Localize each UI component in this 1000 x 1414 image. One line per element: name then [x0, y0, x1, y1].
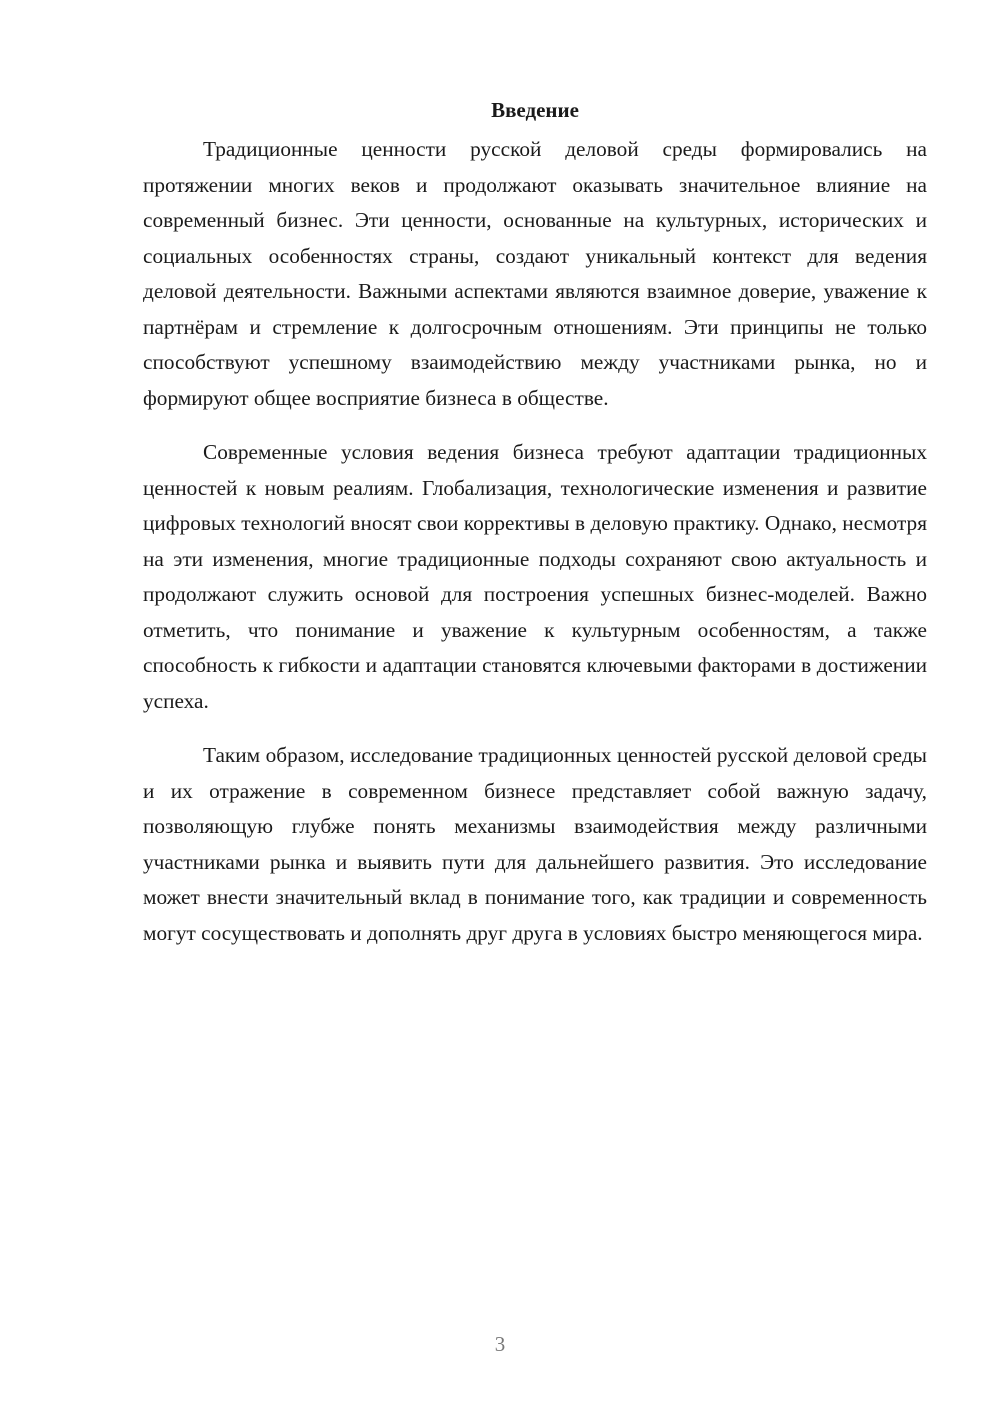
paragraph-3: Таким образом, исследование традиционных ценностей русской деловой среды и их отражение в современном бизнесе представляет собой важную задачу, позволяющую глубже понять механизмы взаимодействия между различными участниками рынка и выявить пути для дальнейшего развития. Это исследование может внести значительный вклад в понимание того, как традиции и современность могут сосуществовать и дополнять друг друга в условиях быстро меняющегося мира.: [143, 743, 927, 945]
page-number: 3: [494, 1332, 506, 1356]
paragraph-2: Современные условия ведения бизнеса требуют адаптации традиционных ценностей к новым реалиям. Глобализация, технологические изменения и развитие цифровых технологий вносят свои коррективы в деловую практику. Однако, несмотря на эти изменения, многие традиционные подходы сохраняют свою актуальность и продолжают служить основой для построения успешных бизнес-моделей. Важно отметить, что понимание и уважение к культурным особенностям, а также способность к гибкости и адаптации становятся ключевыми факторами в достижении успеха.: [143, 440, 927, 713]
section-heading: Введение: [491, 98, 579, 122]
paragraph-1: Традиционные ценности русской деловой среды формировались на протяжении многих веков и продолжают оказывать значительное влияние на современный бизнес. Эти ценности, основанные на культурных, исторических и социальных особенностях страны, создают уникальный контекст для ведения деловой деятельности. Важными аспектами являются взаимное доверие, уважение к партнёрам и стремление к долгосрочным отношениям. Эти принципы не только способствуют успешному взаимодействию между участниками рынка, но и формируют общее восприятие бизнеса в обществе.: [143, 137, 927, 410]
page-content: [143, 92, 927, 970]
